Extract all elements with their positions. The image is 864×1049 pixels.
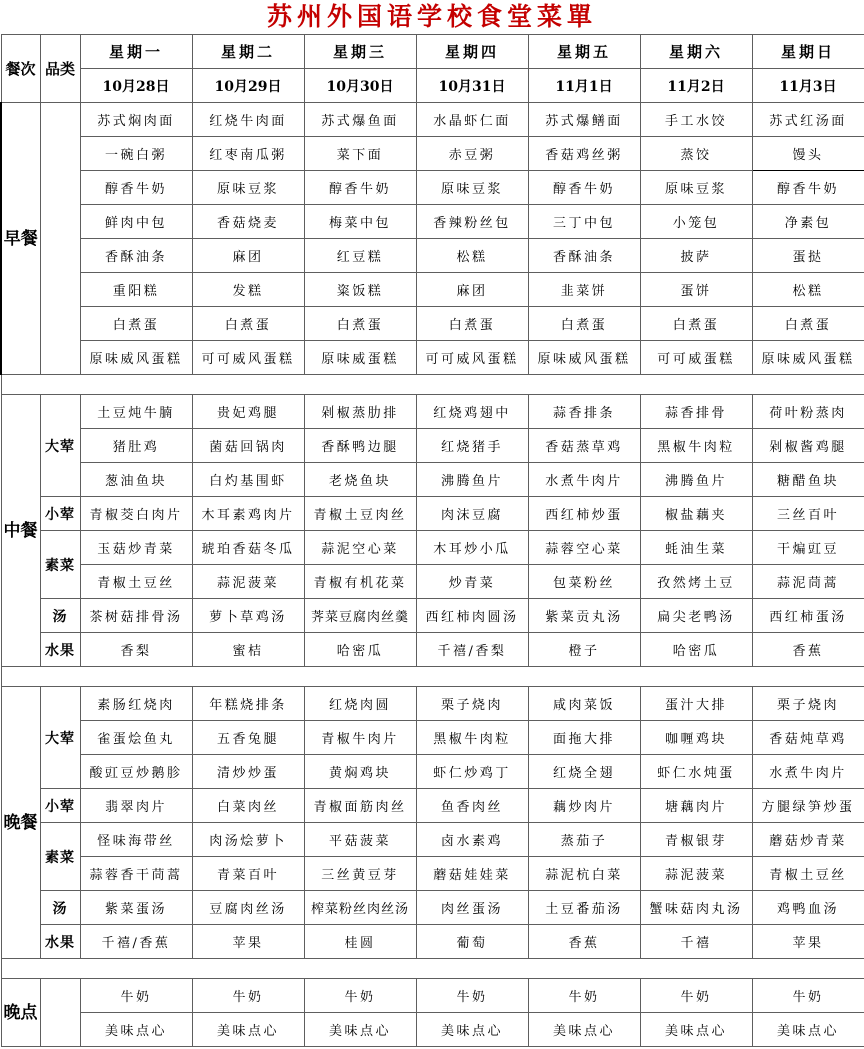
menu-item: 雀蛋烩鱼丸 xyxy=(80,721,192,755)
page-title: 苏州外国语学校食堂菜單 xyxy=(266,2,597,31)
menu-item: 肉丝蛋汤 xyxy=(416,891,528,925)
menu-item: 玉菇炒青菜 xyxy=(80,531,192,565)
menu-item: 水煮牛肉片 xyxy=(528,463,640,497)
menu-item: 松糕 xyxy=(416,239,528,273)
category-label: 小荤 xyxy=(40,789,80,823)
menu-item: 牛奶 xyxy=(528,979,640,1013)
weekday-header-row xyxy=(1,35,864,69)
menu-item: 塘藕肉片 xyxy=(640,789,752,823)
menu-item: 青椒土豆丝 xyxy=(80,565,192,599)
menu-item: 蛋饼 xyxy=(640,273,752,307)
menu-item: 包菜粉丝 xyxy=(528,565,640,599)
menu-item: 千禧/香梨 xyxy=(416,633,528,667)
category-label: 小荤 xyxy=(40,497,80,531)
menu-item: 梅菜中包 xyxy=(304,205,416,239)
menu-row xyxy=(1,239,864,273)
menu-item: 方腿绿笋炒蛋 xyxy=(752,789,864,823)
menu-item: 香蕉 xyxy=(752,633,864,667)
menu-item: 茶树菇排骨汤 xyxy=(80,599,192,633)
menu-table xyxy=(0,34,864,1047)
menu-item: 香辣粉丝包 xyxy=(416,205,528,239)
date-header: 10月28日 xyxy=(80,69,192,103)
menu-item: 白煮蛋 xyxy=(416,307,528,341)
menu-item: 披萨 xyxy=(640,239,752,273)
menu-row xyxy=(1,925,864,959)
menu-item: 荷叶粉蒸肉 xyxy=(752,395,864,429)
menu-item: 栗子烧肉 xyxy=(416,687,528,721)
menu-item: 橙子 xyxy=(528,633,640,667)
menu-item: 椒盐藕夹 xyxy=(640,497,752,531)
menu-item: 卤水素鸡 xyxy=(416,823,528,857)
meal-label-snack: 晚点 xyxy=(1,979,40,1047)
menu-item: 三丝黄豆芽 xyxy=(304,857,416,891)
menu-item: 荠菜豆腐肉丝羹 xyxy=(304,599,416,633)
section-divider xyxy=(1,667,864,687)
menu-item: 松糕 xyxy=(752,273,864,307)
menu-item: 年糕烧排条 xyxy=(192,687,304,721)
menu-item: 红烧牛肉面 xyxy=(192,103,304,137)
menu-item: 青椒银芽 xyxy=(640,823,752,857)
menu-item: 蚝油生菜 xyxy=(640,531,752,565)
menu-item: 红烧全翅 xyxy=(528,755,640,789)
menu-item: 肉汤烩萝卜 xyxy=(192,823,304,857)
menu-item: 青椒土豆丝 xyxy=(752,857,864,891)
weekday-header: 星期三 xyxy=(304,35,416,69)
menu-item: 原味豆浆 xyxy=(416,171,528,205)
section-divider xyxy=(1,959,864,979)
menu-item: 鲜肉中包 xyxy=(80,205,192,239)
menu-item: 剁椒蒸肋排 xyxy=(304,395,416,429)
category-label: 大荤 xyxy=(40,395,80,497)
menu-item: 翡翠肉片 xyxy=(80,789,192,823)
menu-item: 香菇烧麦 xyxy=(192,205,304,239)
menu-row xyxy=(1,137,864,171)
menu-item: 香菇蒸草鸡 xyxy=(528,429,640,463)
menu-row xyxy=(1,273,864,307)
menu-item: 醇香牛奶 xyxy=(304,171,416,205)
menu-item: 菜下面 xyxy=(304,137,416,171)
menu-item: 牛奶 xyxy=(416,979,528,1013)
menu-row xyxy=(1,721,864,755)
menu-item: 西红柿炒蛋 xyxy=(528,497,640,531)
menu-item: 麻团 xyxy=(192,239,304,273)
menu-row xyxy=(1,1013,864,1047)
menu-item: 美味点心 xyxy=(752,1013,864,1047)
menu-item: 白菜肉丝 xyxy=(192,789,304,823)
menu-item: 原味威风蛋糕 xyxy=(528,341,640,375)
menu-item: 粢饭糕 xyxy=(304,273,416,307)
menu-item: 扁尖老鸭汤 xyxy=(640,599,752,633)
menu-item: 三丝百叶 xyxy=(752,497,864,531)
menu-item: 醇香牛奶 xyxy=(752,171,864,205)
menu-item: 蘑菇娃娃菜 xyxy=(416,857,528,891)
date-header: 10月29日 xyxy=(192,69,304,103)
menu-row xyxy=(1,395,864,429)
menu-item: 香蕉 xyxy=(528,925,640,959)
menu-item: 葡萄 xyxy=(416,925,528,959)
weekday-header: 星期二 xyxy=(192,35,304,69)
menu-item: 素肠红烧肉 xyxy=(80,687,192,721)
date-header: 11月1日 xyxy=(528,69,640,103)
menu-item: 牛奶 xyxy=(80,979,192,1013)
menu-item: 干煸豇豆 xyxy=(752,531,864,565)
meal-label-breakfast: 早餐 xyxy=(1,103,40,375)
menu-item: 蒸饺 xyxy=(640,137,752,171)
menu-item: 蒜泥茼蒿 xyxy=(752,565,864,599)
menu-row xyxy=(1,429,864,463)
menu-row xyxy=(1,103,864,137)
menu-item: 韭菜饼 xyxy=(528,273,640,307)
menu-item: 蟹味菇肉丸汤 xyxy=(640,891,752,925)
menu-item: 香菇炖草鸡 xyxy=(752,721,864,755)
menu-item: 黑椒牛肉粒 xyxy=(416,721,528,755)
menu-item: 青椒面筋肉丝 xyxy=(304,789,416,823)
menu-item: 剁椒酱鸡腿 xyxy=(752,429,864,463)
menu-item: 水晶虾仁面 xyxy=(416,103,528,137)
menu-item: 红枣南瓜粥 xyxy=(192,137,304,171)
date-header: 11月2日 xyxy=(640,69,752,103)
menu-item: 苹果 xyxy=(192,925,304,959)
menu-item: 美味点心 xyxy=(528,1013,640,1047)
menu-item: 紫菜贡丸汤 xyxy=(528,599,640,633)
weekday-header: 星期四 xyxy=(416,35,528,69)
menu-item: 三丁中包 xyxy=(528,205,640,239)
menu-item: 红烧猪手 xyxy=(416,429,528,463)
menu-item: 清炒炒蛋 xyxy=(192,755,304,789)
menu-item: 原味豆浆 xyxy=(192,171,304,205)
date-header-row xyxy=(1,69,864,103)
menu-item: 土豆番茄汤 xyxy=(528,891,640,925)
meal-label-lunch: 中餐 xyxy=(1,395,40,667)
menu-item: 蒸茄子 xyxy=(528,823,640,857)
menu-row xyxy=(1,341,864,375)
menu-item: 白煮蛋 xyxy=(304,307,416,341)
menu-item: 榨菜粉丝肉丝汤 xyxy=(304,891,416,925)
menu-item: 美味点心 xyxy=(416,1013,528,1047)
menu-item: 蒜蓉香干茼蒿 xyxy=(80,857,192,891)
menu-item: 白煮蛋 xyxy=(192,307,304,341)
menu-item: 沸腾鱼片 xyxy=(640,463,752,497)
category-label: 大荤 xyxy=(40,687,80,789)
menu-item: 栗子烧肉 xyxy=(752,687,864,721)
menu-item: 香梨 xyxy=(80,633,192,667)
menu-item: 重阳糕 xyxy=(80,273,192,307)
weekday-header: 星期日 xyxy=(752,35,864,69)
category-label: 汤 xyxy=(40,599,80,633)
menu-item: 蒜蓉空心菜 xyxy=(528,531,640,565)
menu-item: 苏式爆鱼面 xyxy=(304,103,416,137)
date-header: 10月30日 xyxy=(304,69,416,103)
menu-item: 蛋挞 xyxy=(752,239,864,273)
menu-item: 红烧肉圆 xyxy=(304,687,416,721)
menu-item: 牛奶 xyxy=(752,979,864,1013)
menu-item: 虾仁水炖蛋 xyxy=(640,755,752,789)
weekday-header: 星期五 xyxy=(528,35,640,69)
menu-item: 咸肉菜饭 xyxy=(528,687,640,721)
menu-item: 蒜泥菠菜 xyxy=(192,565,304,599)
menu-item: 白煮蛋 xyxy=(80,307,192,341)
menu-item: 美味点心 xyxy=(192,1013,304,1047)
menu-item: 可可威风蛋糕 xyxy=(416,341,528,375)
category-label xyxy=(40,103,80,375)
menu-item: 麻团 xyxy=(416,273,528,307)
menu-item: 青椒茭白肉片 xyxy=(80,497,192,531)
menu-item: 红烧鸡翅中 xyxy=(416,395,528,429)
menu-item: 赤豆粥 xyxy=(416,137,528,171)
weekday-header: 星期一 xyxy=(80,35,192,69)
menu-item: 青椒土豆肉丝 xyxy=(304,497,416,531)
menu-row xyxy=(1,565,864,599)
category-label xyxy=(40,979,80,1047)
menu-item: 葱油鱼块 xyxy=(80,463,192,497)
menu-item: 醇香牛奶 xyxy=(80,171,192,205)
menu-item: 沸腾鱼片 xyxy=(416,463,528,497)
menu-item: 哈密瓜 xyxy=(304,633,416,667)
menu-item: 紫菜蛋汤 xyxy=(80,891,192,925)
menu-item: 蘑菇炒青菜 xyxy=(752,823,864,857)
menu-item: 咖喱鸡块 xyxy=(640,721,752,755)
menu-item: 黑椒牛肉粒 xyxy=(640,429,752,463)
menu-item: 老烧鱼块 xyxy=(304,463,416,497)
menu-item: 香酥鸭边腿 xyxy=(304,429,416,463)
menu-item: 牛奶 xyxy=(192,979,304,1013)
menu-item: 藕炒肉片 xyxy=(528,789,640,823)
menu-item: 原味威风蛋糕 xyxy=(80,341,192,375)
menu-item: 醇香牛奶 xyxy=(528,171,640,205)
menu-row xyxy=(1,891,864,925)
section-divider-cell xyxy=(1,959,864,979)
menu-row xyxy=(1,171,864,205)
menu-item: 苏式焖肉面 xyxy=(80,103,192,137)
section-divider-cell xyxy=(1,375,864,395)
menu-item: 木耳炒小瓜 xyxy=(416,531,528,565)
menu-item: 白煮蛋 xyxy=(752,307,864,341)
date-header: 10月31日 xyxy=(416,69,528,103)
menu-item: 哈密瓜 xyxy=(640,633,752,667)
menu-item: 五香兔腿 xyxy=(192,721,304,755)
section-divider-cell xyxy=(1,667,864,687)
menu-row xyxy=(1,857,864,891)
menu-item: 怪味海带丝 xyxy=(80,823,192,857)
menu-row xyxy=(1,687,864,721)
menu-item: 猪肚鸡 xyxy=(80,429,192,463)
menu-row xyxy=(1,531,864,565)
menu-item: 蒜泥菠菜 xyxy=(640,857,752,891)
menu-item: 蜜桔 xyxy=(192,633,304,667)
menu-item: 琥珀香菇冬瓜 xyxy=(192,531,304,565)
menu-row xyxy=(1,307,864,341)
menu-item: 土豆炖牛腩 xyxy=(80,395,192,429)
category-label: 水果 xyxy=(40,925,80,959)
category-column-header: 品类 xyxy=(40,35,80,103)
menu-row xyxy=(1,755,864,789)
menu-row xyxy=(1,205,864,239)
menu-row xyxy=(1,633,864,667)
menu-item: 苏式爆鳝面 xyxy=(528,103,640,137)
menu-item: 虾仁炒鸡丁 xyxy=(416,755,528,789)
menu-item: 白灼基围虾 xyxy=(192,463,304,497)
menu-item: 原味威蛋糕 xyxy=(304,341,416,375)
menu-item: 美味点心 xyxy=(80,1013,192,1047)
menu-item: 孜然烤土豆 xyxy=(640,565,752,599)
menu-item: 千禧/香蕉 xyxy=(80,925,192,959)
menu-item: 牛奶 xyxy=(640,979,752,1013)
menu-row xyxy=(1,463,864,497)
menu-item: 发糕 xyxy=(192,273,304,307)
menu-item: 蒜泥杭白菜 xyxy=(528,857,640,891)
menu-item: 桂圆 xyxy=(304,925,416,959)
menu-item: 手工水饺 xyxy=(640,103,752,137)
menu-item: 可可威蛋糕 xyxy=(640,341,752,375)
date-header: 11月3日 xyxy=(752,69,864,103)
category-label: 水果 xyxy=(40,633,80,667)
category-label: 素菜 xyxy=(40,823,80,891)
menu-item: 牛奶 xyxy=(304,979,416,1013)
menu-item: 蒜香排骨 xyxy=(640,395,752,429)
menu-item: 西红柿肉圆汤 xyxy=(416,599,528,633)
menu-item: 面拖大排 xyxy=(528,721,640,755)
menu-item: 馒头 xyxy=(752,137,864,171)
menu-item: 美味点心 xyxy=(640,1013,752,1047)
menu-item: 苹果 xyxy=(752,925,864,959)
meal-column-header: 餐次 xyxy=(1,35,40,103)
menu-row xyxy=(1,497,864,531)
menu-item: 香酥油条 xyxy=(80,239,192,273)
menu-item: 可可威风蛋糕 xyxy=(192,341,304,375)
menu-item: 酸豇豆炒鹅胗 xyxy=(80,755,192,789)
menu-item: 红豆糕 xyxy=(304,239,416,273)
menu-item: 小笼包 xyxy=(640,205,752,239)
menu-item: 糖醋鱼块 xyxy=(752,463,864,497)
menu-item: 白煮蛋 xyxy=(640,307,752,341)
menu-item: 青菜百叶 xyxy=(192,857,304,891)
meal-label-dinner: 晚餐 xyxy=(1,687,40,959)
menu-item: 贵妃鸡腿 xyxy=(192,395,304,429)
menu-item: 萝卜草鸡汤 xyxy=(192,599,304,633)
menu-item: 黄焖鸡块 xyxy=(304,755,416,789)
menu-item: 原味豆浆 xyxy=(640,171,752,205)
weekday-header: 星期六 xyxy=(640,35,752,69)
menu-item: 原味威风蛋糕 xyxy=(752,341,864,375)
menu-item: 美味点心 xyxy=(304,1013,416,1047)
menu-item: 菌菇回锅肉 xyxy=(192,429,304,463)
menu-body xyxy=(1,103,864,1047)
menu-item: 鸡鸭血汤 xyxy=(752,891,864,925)
menu-item: 净素包 xyxy=(752,205,864,239)
menu-item: 青椒牛肉片 xyxy=(304,721,416,755)
menu-item: 平菇菠菜 xyxy=(304,823,416,857)
menu-item: 苏式红汤面 xyxy=(752,103,864,137)
menu-item: 肉沫豆腐 xyxy=(416,497,528,531)
menu-item: 鱼香肉丝 xyxy=(416,789,528,823)
menu-item: 青椒有机花菜 xyxy=(304,565,416,599)
menu-row xyxy=(1,823,864,857)
category-label: 素菜 xyxy=(40,531,80,599)
menu-item: 香酥油条 xyxy=(528,239,640,273)
menu-item: 香菇鸡丝粥 xyxy=(528,137,640,171)
menu-item: 一碗白粥 xyxy=(80,137,192,171)
section-divider xyxy=(1,375,864,395)
menu-item: 蛋汁大排 xyxy=(640,687,752,721)
menu-item: 水煮牛肉片 xyxy=(752,755,864,789)
menu-row xyxy=(1,979,864,1013)
menu-item: 千禧 xyxy=(640,925,752,959)
category-label: 汤 xyxy=(40,891,80,925)
menu-row xyxy=(1,789,864,823)
menu-item: 豆腐肉丝汤 xyxy=(192,891,304,925)
menu-item: 西红柿蛋汤 xyxy=(752,599,864,633)
menu-item: 炒青菜 xyxy=(416,565,528,599)
menu-item: 白煮蛋 xyxy=(528,307,640,341)
menu-item: 蒜泥空心菜 xyxy=(304,531,416,565)
menu-item: 蒜香排条 xyxy=(528,395,640,429)
menu-item: 木耳素鸡肉片 xyxy=(192,497,304,531)
menu-row xyxy=(1,599,864,633)
